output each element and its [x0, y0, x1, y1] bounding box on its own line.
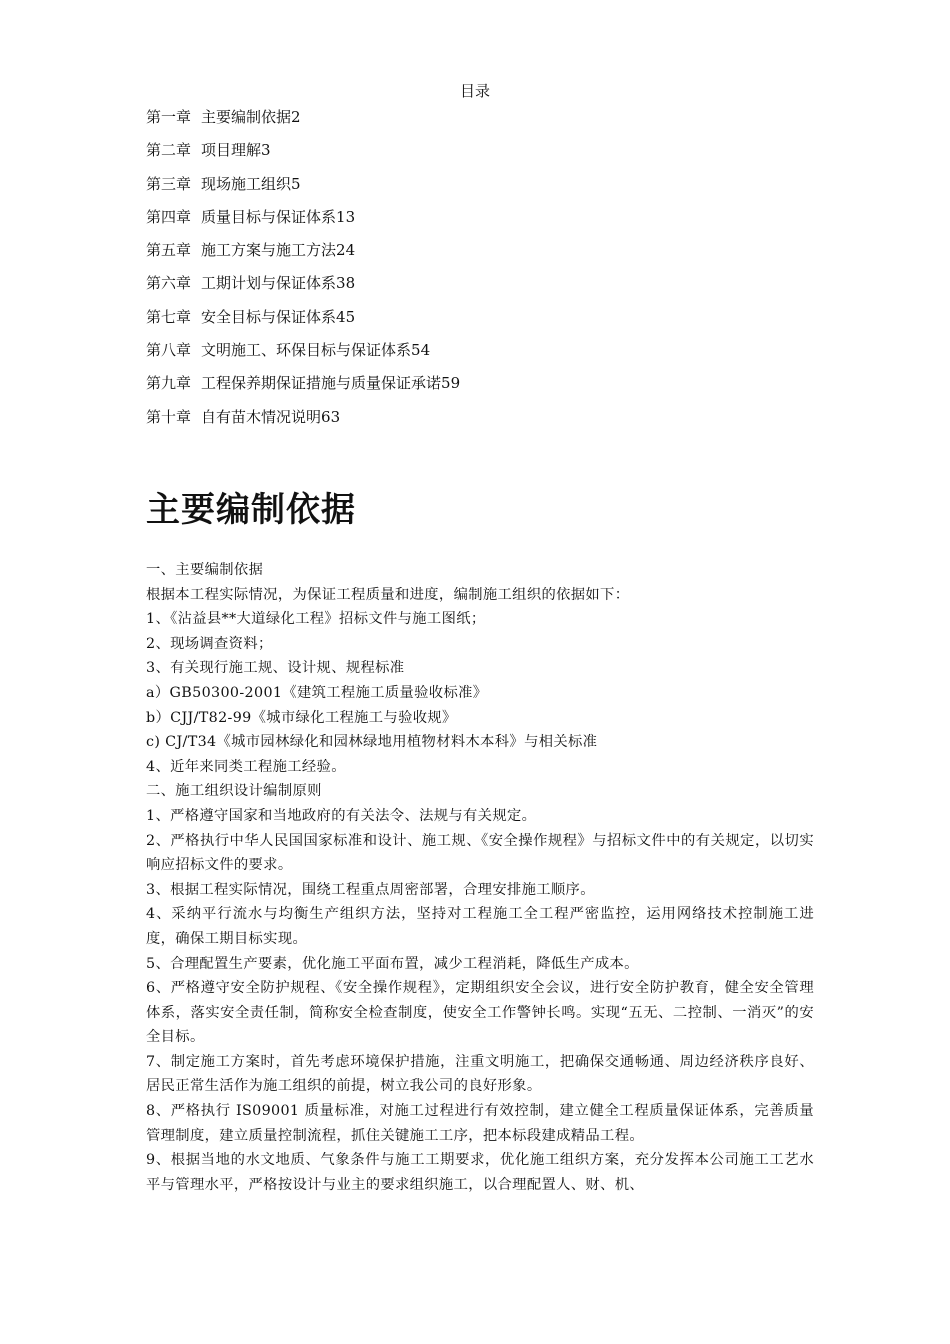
toc-page-number: 63	[321, 407, 341, 426]
toc-page-number: 2	[291, 108, 301, 126]
toc-item[interactable]	[146, 406, 460, 439]
toc-page-number: 59	[441, 374, 461, 393]
toc-chapter: 第十章	[146, 407, 192, 426]
toc-item[interactable]	[146, 106, 460, 139]
toc-item[interactable]	[146, 372, 460, 405]
paragraph: 9、根据当地的水文地质、气象条件与施工工期要求，优化施工组织方案，充分发挥本公司施工工艺水平与管理水平，严格按设计与业主的要求组织施工，以合理配置人、财、机、	[146, 1152, 814, 1193]
paragraph: 3、有关现行施工规、设计规、规程标准	[146, 660, 405, 677]
toc-page-number: 45	[336, 307, 356, 326]
toc-page-number: 5	[291, 174, 301, 193]
paragraph: 2、严格执行中华人民国国家标准和设计、施工规、《安全操作规程》与招标文件中的有关规定，以切实响应招标文件的要求。	[146, 832, 814, 874]
toc-page-number: 3	[261, 141, 271, 160]
paragraph: 根据本工程实际情况，为保证工程质量和进度，编制施工组织的依据如下：	[146, 586, 630, 603]
paragraph: 8、严格执行 IS09001 质量标准，对施工过程进行有效控制，建立健全工程质量保证体系，完善质量管理制度，建立质量控制流程，抓住关键施工工序，把本标段建成精品工程。	[146, 1103, 814, 1144]
toc-item[interactable]	[146, 272, 460, 305]
paragraph: c) CJ/T34《城市园林绿化和园林绿地用植物材料木本科》与相关标准	[146, 734, 598, 751]
paragraph: a）GB50300-2001《建筑工程施工质量验收标准》	[146, 684, 488, 701]
toc-item[interactable]	[146, 139, 460, 172]
toc-item[interactable]	[146, 173, 460, 206]
paragraph: 7、制定施工方案时，首先考虑环境保护措施，注重文明施工，把确保交通畅通、周边经济秩序良好、居民正常生活作为施工组织的前提，树立我公司的良好形象。	[146, 1053, 814, 1095]
table-of-contents	[146, 106, 460, 439]
toc-chapter: 第一章	[146, 108, 192, 126]
toc-chapter: 第六章	[146, 274, 192, 293]
toc-chapter-title: 文明施工、环保目标与保证体系	[201, 341, 412, 360]
toc-chapter-title: 项目理解	[201, 141, 262, 160]
toc-title: 目录	[459, 82, 490, 100]
toc-chapter: 第八章	[146, 341, 192, 360]
toc-item[interactable]	[146, 339, 460, 372]
section-heading: 主要编制依据	[146, 490, 356, 530]
toc-chapter: 第七章	[146, 307, 192, 326]
paragraph: 1、严格遵守国家和当地政府的有关法令、法规与有关规定。	[146, 807, 537, 824]
toc-chapter: 第五章	[146, 241, 192, 260]
subsection-title: 一、主要编制依据	[146, 562, 264, 578]
toc-page-number: 24	[336, 241, 356, 260]
toc-item[interactable]	[146, 206, 460, 239]
toc-chapter: 第二章	[146, 141, 192, 160]
toc-chapter-title: 工程保养期保证措施与质量保证承诺	[201, 374, 442, 393]
section-body	[146, 558, 814, 1197]
toc-chapter-title: 安全目标与保证体系	[201, 307, 337, 326]
toc-chapter-title: 自有苗木情况说明	[201, 407, 322, 426]
toc-chapter-title: 主要编制依据	[201, 108, 292, 126]
toc-chapter-title: 施工方案与施工方法	[201, 241, 337, 260]
toc-chapter-title: 现场施工组织	[201, 174, 292, 193]
paragraph: 1、《沾益县**大道绿化工程》招标文件与施工图纸；	[146, 611, 486, 628]
toc-page-number: 38	[336, 274, 356, 293]
paragraph: 3、根据工程实际情况，围绕工程重点周密部署，合理安排施工顺序。	[146, 881, 595, 898]
paragraph: 2、现场调查资料；	[146, 635, 273, 652]
subsection-title: 二、施工组织设计编制原则	[146, 783, 322, 800]
toc-chapter: 第四章	[146, 207, 192, 226]
toc-chapter: 第三章	[146, 174, 192, 193]
toc-chapter: 第九章	[146, 374, 192, 393]
paragraph: 5、合理配置生产要素，优化施工平面布置，减少工程消耗，降低生产成本。	[146, 955, 639, 972]
toc-item[interactable]	[146, 306, 460, 339]
paragraph: 6、严格遵守安全防护规程、《安全操作规程》，定期组织安全会议，进行安全防护教育，健全安全管理体系，落实安全责任制，简称安全检查制度，使安全工作警钟长鸣。实现“五无、二控制、一消灭”的安全目标。	[146, 980, 814, 1046]
toc-item[interactable]	[146, 239, 460, 272]
toc-page-number: 54	[411, 341, 431, 360]
paragraph: 4、采纳平行流水与均衡生产组织方法，坚持对工程施工全工程严密监控，运用网络技术控制施工进度，确保工期目标实现。	[146, 906, 814, 947]
paragraph: b）CJJ/T82-99《城市绿化工程施工与验收规》	[146, 709, 457, 726]
toc-page-number: 13	[336, 207, 356, 226]
toc-chapter-title: 质量目标与保证体系	[201, 207, 337, 226]
toc-chapter-title: 工期计划与保证体系	[201, 274, 337, 293]
paragraph: 4、近年来同类工程施工经验。	[146, 758, 346, 775]
